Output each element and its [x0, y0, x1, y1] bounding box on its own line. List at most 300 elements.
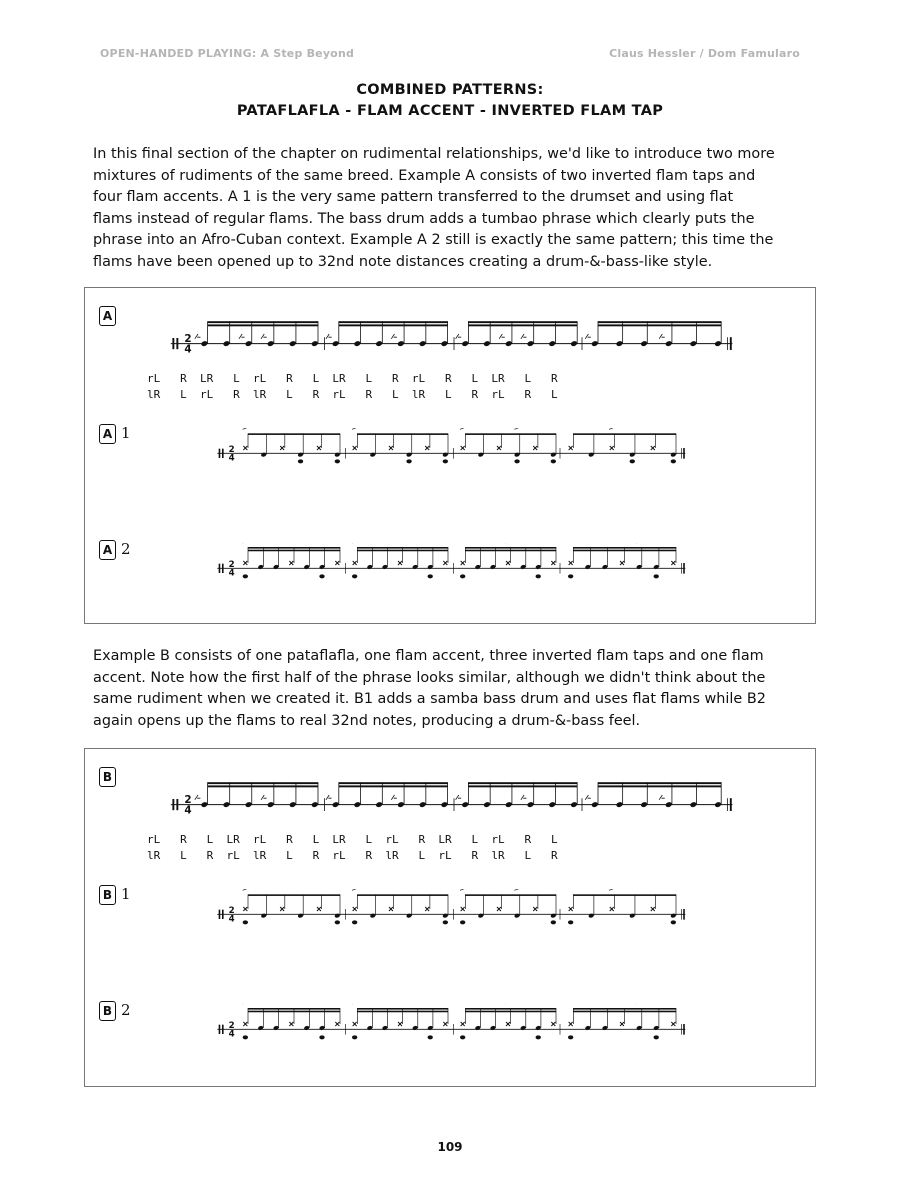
- note-head: [427, 1025, 433, 1031]
- note-head: [201, 801, 209, 808]
- grace-note: [195, 795, 201, 800]
- note-beam: [468, 321, 577, 323]
- note-head-x: [461, 561, 465, 565]
- note-head-x: [671, 561, 675, 565]
- note-head-x: [569, 561, 573, 565]
- note-head: [319, 564, 325, 570]
- note-head: [267, 801, 275, 808]
- note-head: [412, 1025, 418, 1031]
- time-signature-top: 2: [184, 333, 192, 345]
- note-head: [332, 340, 340, 347]
- note-head-x: [280, 446, 284, 450]
- note-head-x: [461, 907, 465, 911]
- note-head-x: [461, 1022, 465, 1026]
- note-head-x: [506, 1022, 510, 1026]
- note-head-x: [280, 907, 284, 911]
- time-signature-bottom: 4: [228, 568, 235, 579]
- note-head-x: [353, 446, 357, 450]
- note-head-x: [551, 561, 555, 565]
- note-head: [261, 913, 267, 919]
- percussion-clef: [222, 564, 224, 573]
- note-head-x: [389, 907, 393, 911]
- note-head: [382, 1025, 388, 1031]
- note-head: [535, 564, 541, 570]
- note-head-x: [651, 907, 655, 911]
- grace-note: [585, 795, 591, 800]
- note-beam: [598, 782, 721, 784]
- paragraph-line: four flam accents. A 1 is the very same pattern transferred to the drumset and using flat: [93, 189, 734, 205]
- note-head: [245, 340, 253, 347]
- grace-note: [585, 334, 591, 339]
- grace-note: [261, 795, 267, 800]
- note-head: [273, 564, 279, 570]
- bass-drum-note: [568, 574, 573, 578]
- time-signature-top: 2: [228, 1021, 235, 1031]
- bass-drum-note: [514, 459, 519, 463]
- paragraph-line: phrase into an Afro-Cuban context. Example A 2 still is exactly the same pattern; this time the: [93, 232, 774, 248]
- accent-mark: [352, 889, 357, 890]
- bass-drum-note: [298, 459, 303, 463]
- bass-drum-note: [243, 574, 248, 578]
- time-signature-top: 2: [228, 445, 235, 455]
- note-head-x: [425, 446, 429, 450]
- note-head: [520, 1025, 526, 1031]
- bass-drum-note: [335, 459, 340, 463]
- note-head: [397, 340, 405, 347]
- note-head-x: [243, 907, 247, 911]
- note-head: [640, 801, 648, 808]
- note-head-x: [335, 1022, 339, 1026]
- grace-note: [456, 795, 462, 800]
- note-beam: [573, 433, 676, 435]
- bass-drum-note: [536, 574, 541, 578]
- bass-drum-note: [352, 920, 357, 924]
- example-b2-suffix: 2: [121, 1001, 131, 1019]
- note-head: [629, 452, 635, 458]
- grace-note: [659, 795, 665, 800]
- running-header-authors: Claus Hessler / Dom Famularo: [609, 47, 800, 60]
- paragraph-line: accent. Note how the first half of the phrase looks similar, although we didn't think about the: [93, 669, 766, 686]
- accent-mark: [243, 889, 248, 890]
- note-head-x: [610, 446, 614, 450]
- note-head: [475, 1025, 481, 1031]
- note-head: [550, 913, 556, 919]
- note-head: [412, 564, 418, 570]
- percussion-clef: [176, 338, 178, 349]
- note-head-x: [398, 1022, 402, 1026]
- paragraph-line: same rudiment when we created it. B1 adds a samba bass drum and uses flat flams while B2: [93, 691, 766, 707]
- note-head: [505, 801, 513, 808]
- grace-note: [326, 334, 332, 339]
- note-head: [527, 801, 535, 808]
- note-head: [602, 564, 608, 570]
- bass-drum-note: [319, 1035, 324, 1039]
- note-head: [588, 452, 594, 458]
- note-head: [548, 801, 556, 808]
- note-head: [653, 564, 659, 570]
- note-head-x: [289, 561, 293, 565]
- note-beam: [208, 785, 318, 787]
- note-head: [257, 564, 263, 570]
- note-head: [319, 1025, 325, 1031]
- bass-drum-note: [671, 459, 676, 463]
- bass-drum-note: [551, 459, 556, 463]
- note-head: [690, 340, 698, 347]
- note-head-x: [497, 446, 501, 450]
- percussion-clef: [219, 449, 221, 458]
- note-beam: [339, 321, 448, 323]
- sticking-b-top: rL R L LR rL R L LR L rL R LR L rL R L: [147, 833, 558, 846]
- note-head: [535, 1025, 541, 1031]
- note-head: [311, 801, 319, 808]
- note-head: [665, 340, 673, 347]
- note-head: [332, 801, 340, 808]
- note-head-x: [443, 561, 447, 565]
- note-head-x: [243, 1022, 247, 1026]
- bass-drum-note: [536, 1035, 541, 1039]
- note-head-x: [461, 446, 465, 450]
- running-header-title: OPEN-HANDED PLAYING: A Step Beyond: [100, 47, 355, 60]
- note-head-x: [620, 561, 624, 565]
- note-beam: [357, 894, 448, 896]
- note-head-x: [610, 907, 614, 911]
- accent-mark: [514, 889, 519, 890]
- bass-drum-note: [243, 920, 248, 924]
- note-head: [514, 913, 520, 919]
- note-head: [585, 1025, 591, 1031]
- sticking-b-bottom: lR L R rL lR L R rL R lR L rL R lR L R: [147, 849, 558, 862]
- accent-mark: [243, 428, 248, 429]
- example-b1-suffix: 1: [121, 885, 131, 903]
- bass-drum-note: [319, 574, 324, 578]
- note-head: [334, 913, 340, 919]
- grace-note: [391, 795, 397, 800]
- note-head-x: [317, 446, 321, 450]
- bass-drum-note: [654, 574, 659, 578]
- accent-mark: [460, 428, 465, 429]
- note-head-x: [551, 1022, 555, 1026]
- note-beam: [468, 782, 577, 784]
- example-a2-suffix: 2: [121, 540, 131, 558]
- percussion-clef: [222, 1025, 224, 1034]
- section-title: [0, 80, 900, 122]
- note-head-x: [425, 907, 429, 911]
- grace-note: [195, 334, 201, 339]
- note-head-x: [497, 907, 501, 911]
- grace-note: [521, 334, 527, 339]
- note-head: [690, 801, 698, 808]
- note-head: [550, 452, 556, 458]
- note-head: [267, 340, 275, 347]
- note-head-x: [389, 446, 393, 450]
- note-head: [334, 452, 340, 458]
- note-beam: [598, 324, 721, 326]
- example-b1-label: B: [99, 885, 116, 905]
- bass-drum-note: [335, 920, 340, 924]
- note-head: [483, 801, 491, 808]
- accent-mark: [352, 428, 357, 429]
- bass-drum-note: [551, 920, 556, 924]
- note-head-x: [353, 561, 357, 565]
- note-head: [570, 340, 578, 347]
- note-head: [303, 1025, 309, 1031]
- grace-note: [261, 334, 267, 339]
- paragraph-line: In this final section of the chapter on rudimental relationships, we'd like to introduce two more: [93, 146, 775, 162]
- note-head-x: [569, 446, 573, 450]
- bass-drum-note: [460, 574, 465, 578]
- note-head: [289, 801, 297, 808]
- percussion-clef: [176, 799, 178, 810]
- bass-drum-note: [568, 920, 573, 924]
- bass-drum-note: [443, 459, 448, 463]
- note-head: [665, 801, 673, 808]
- staff-b1: [85, 889, 815, 929]
- bass-drum-note: [443, 920, 448, 924]
- grace-note: [659, 334, 665, 339]
- staff-b: [85, 779, 815, 819]
- note-beam: [598, 321, 721, 323]
- time-signature-bottom: 4: [228, 914, 235, 925]
- sticking-a-top: rL R LR L rL R L LR L R rL R L LR L R: [147, 372, 558, 385]
- note-head: [419, 801, 427, 808]
- note-head: [245, 801, 253, 808]
- note-head: [591, 801, 599, 808]
- note-head: [616, 340, 624, 347]
- note-head: [636, 564, 642, 570]
- note-head: [367, 564, 373, 570]
- bass-drum-note: [428, 574, 433, 578]
- note-beam: [248, 433, 340, 435]
- bass-drum-note: [654, 1035, 659, 1039]
- note-head: [588, 913, 594, 919]
- note-head: [475, 564, 481, 570]
- note-head: [520, 564, 526, 570]
- note-head: [370, 913, 376, 919]
- example-b-paragraph: [93, 646, 807, 732]
- example-a1-suffix: 1: [121, 424, 131, 442]
- note-head: [670, 913, 676, 919]
- note-head: [441, 340, 449, 347]
- note-head-x: [243, 446, 247, 450]
- note-head: [585, 564, 591, 570]
- grace-note: [499, 334, 505, 339]
- paragraph-line: flams have been opened up to 32nd note distances creating a drum-&-bass-like style.: [93, 253, 713, 270]
- percussion-clef: [222, 910, 224, 919]
- time-signature-bottom: 4: [184, 804, 192, 817]
- percussion-clef: [172, 799, 174, 810]
- note-head: [297, 452, 303, 458]
- percussion-clef: [222, 449, 224, 458]
- note-head: [370, 452, 376, 458]
- accent-mark: [514, 428, 519, 429]
- note-beam: [598, 785, 721, 787]
- note-head: [354, 340, 362, 347]
- note-beam: [339, 785, 448, 787]
- note-head: [640, 340, 648, 347]
- note-head: [461, 340, 469, 347]
- example-a-label: A: [99, 306, 116, 326]
- note-head: [653, 1025, 659, 1031]
- bass-drum-note: [406, 459, 411, 463]
- note-head-x: [671, 1022, 675, 1026]
- bass-drum-note: [428, 1035, 433, 1039]
- time-signature-bottom: 4: [228, 453, 235, 464]
- section-title-line1: COMBINED PATTERNS:: [356, 82, 544, 98]
- note-head-x: [243, 561, 247, 565]
- note-beam: [465, 433, 556, 435]
- time-signature-bottom: 4: [228, 1029, 235, 1040]
- bass-drum-note: [630, 459, 635, 463]
- grace-note: [239, 334, 245, 339]
- note-head: [223, 801, 231, 808]
- note-head: [303, 564, 309, 570]
- paragraph-line: flams instead of regular flams. The bass drum adds a tumbao phrase which clearly puts the: [93, 210, 755, 227]
- note-head: [375, 340, 383, 347]
- note-head: [514, 452, 520, 458]
- note-head-x: [317, 907, 321, 911]
- note-head-x: [289, 1022, 293, 1026]
- note-beam: [208, 782, 318, 784]
- bass-drum-note: [568, 1035, 573, 1039]
- bass-drum-note: [671, 920, 676, 924]
- grace-note: [456, 334, 462, 339]
- time-signature-top: 2: [228, 906, 235, 916]
- staff-a: [85, 318, 815, 358]
- note-head: [406, 452, 412, 458]
- time-signature-top: 2: [184, 794, 192, 806]
- note-beam: [339, 782, 448, 784]
- note-beam: [248, 894, 340, 896]
- note-head: [261, 452, 267, 458]
- notation-box-a: [84, 287, 816, 624]
- note-beam: [573, 894, 676, 896]
- page-number: 109: [437, 1140, 463, 1154]
- note-head: [670, 452, 676, 458]
- note-head: [478, 913, 484, 919]
- note-head: [406, 913, 412, 919]
- note-head-x: [651, 446, 655, 450]
- note-head-x: [353, 1022, 357, 1026]
- note-head: [602, 1025, 608, 1031]
- note-head: [483, 340, 491, 347]
- example-b2-label: B: [99, 1001, 116, 1021]
- accent-mark: [609, 889, 614, 890]
- note-head: [548, 340, 556, 347]
- time-signature-top: 2: [228, 560, 235, 570]
- note-head: [311, 340, 319, 347]
- note-beam: [468, 785, 577, 787]
- accent-mark: [609, 428, 614, 429]
- grace-note: [391, 334, 397, 339]
- note-head: [427, 564, 433, 570]
- paragraph-line: mixtures of rudiments of the same breed. Example A consists of two inverted flam taps and: [93, 167, 756, 184]
- note-head-x: [443, 1022, 447, 1026]
- note-head: [397, 801, 405, 808]
- note-head: [616, 801, 624, 808]
- note-head: [478, 452, 484, 458]
- example-a2-label: A: [99, 540, 116, 560]
- note-beam: [357, 433, 448, 435]
- note-head-x: [335, 561, 339, 565]
- note-head: [201, 340, 209, 347]
- percussion-clef: [219, 910, 221, 919]
- note-beam: [208, 324, 318, 326]
- note-head: [505, 340, 513, 347]
- note-head: [461, 801, 469, 808]
- note-head: [223, 340, 231, 347]
- bass-drum-note: [352, 574, 357, 578]
- paragraph-line: again opens up the flams to real 32nd notes, producing a drum-&-bass feel.: [93, 712, 641, 729]
- note-head-x: [533, 907, 537, 911]
- notation-box-b: [84, 748, 816, 1087]
- note-head: [273, 1025, 279, 1031]
- note-head: [441, 801, 449, 808]
- note-beam: [339, 324, 448, 326]
- note-head: [570, 801, 578, 808]
- bass-drum-note: [243, 1035, 248, 1039]
- note-head: [490, 564, 496, 570]
- example-a1-label: A: [99, 424, 116, 444]
- note-head: [419, 340, 427, 347]
- note-head-x: [533, 446, 537, 450]
- note-head: [257, 1025, 263, 1031]
- note-head: [442, 913, 448, 919]
- staff-a2: [85, 543, 815, 583]
- sticking-a-bottom: lR L rL R lR L R rL R L lR L R rL R L: [147, 388, 558, 401]
- note-head: [382, 564, 388, 570]
- note-head: [375, 801, 383, 808]
- note-head-x: [569, 1022, 573, 1026]
- note-head-x: [620, 1022, 624, 1026]
- note-head: [714, 801, 722, 808]
- note-beam: [468, 324, 577, 326]
- bass-drum-note: [352, 1035, 357, 1039]
- accent-mark: [460, 889, 465, 890]
- percussion-clef: [219, 1025, 221, 1034]
- bass-drum-note: [460, 1035, 465, 1039]
- note-head: [297, 913, 303, 919]
- note-head: [714, 340, 722, 347]
- paragraph-line: Example B consists of one pataflafla, one flam accent, three inverted flam taps and one flam: [93, 648, 764, 664]
- note-head: [636, 1025, 642, 1031]
- note-beam: [465, 894, 556, 896]
- note-head: [527, 340, 535, 347]
- note-head-x: [569, 907, 573, 911]
- staff-b2: [85, 1004, 815, 1044]
- note-head: [591, 340, 599, 347]
- note-head: [490, 1025, 496, 1031]
- note-head-x: [506, 561, 510, 565]
- example-b-label: B: [99, 767, 116, 787]
- section-title-line2: PATAFLAFLA - FLAM ACCENT - INVERTED FLAM TAP: [236, 103, 664, 119]
- note-head: [289, 340, 297, 347]
- intro-paragraph: [93, 144, 807, 273]
- grace-note: [326, 795, 332, 800]
- grace-note: [521, 795, 527, 800]
- note-beam: [208, 321, 318, 323]
- bass-drum-note: [460, 920, 465, 924]
- note-head: [629, 913, 635, 919]
- note-head: [442, 452, 448, 458]
- note-head-x: [353, 907, 357, 911]
- note-head: [367, 1025, 373, 1031]
- time-signature-bottom: 4: [184, 343, 192, 356]
- percussion-clef: [219, 564, 221, 573]
- staff-a1: [85, 428, 815, 468]
- note-head-x: [398, 561, 402, 565]
- note-head: [354, 801, 362, 808]
- percussion-clef: [172, 338, 174, 349]
